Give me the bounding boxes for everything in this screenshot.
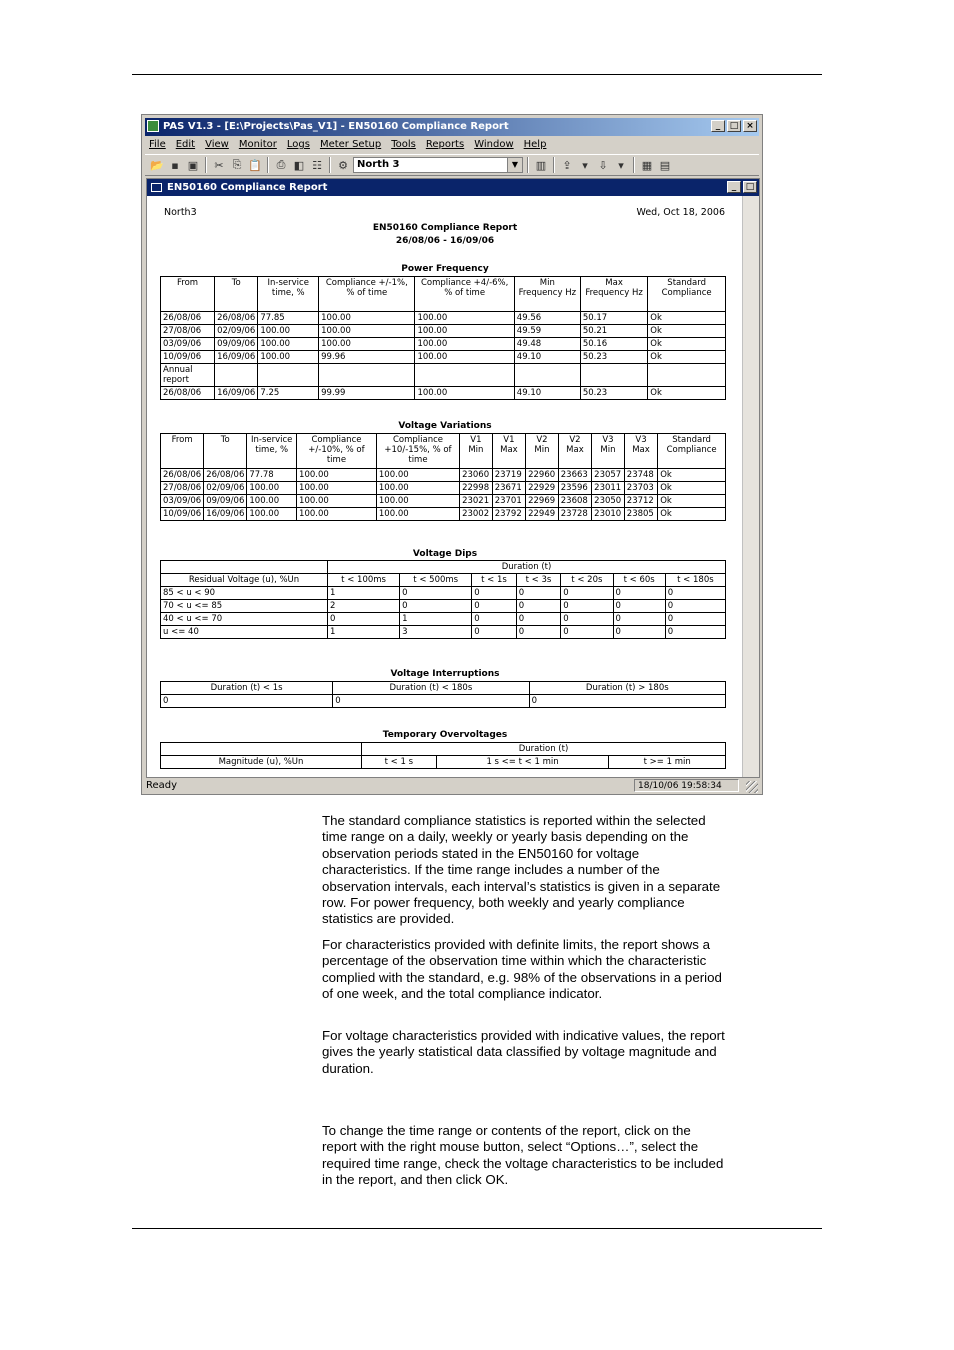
table-cell: 100.00 <box>297 482 377 495</box>
table-cell: 49.10 <box>514 387 580 400</box>
paste-icon[interactable]: 📋 <box>248 158 262 172</box>
toolbar-separator <box>329 157 331 173</box>
column-header: t < 500ms <box>400 574 472 587</box>
child-titlebar[interactable] <box>147 179 759 196</box>
column-header: t < 180s <box>665 574 725 587</box>
table-cell: 85 < u < 90 <box>161 587 328 600</box>
table-cell: 100.00 <box>247 495 297 508</box>
table-cell <box>648 364 726 387</box>
paragraph-indicative-values: For voltage characteristics provided with indicative values, the report gives the yearly statistical data classified by voltage magnitude and duration. <box>322 1028 725 1076</box>
column-header: Compliance +/-10%, % of time <box>297 434 377 469</box>
table-cell: 0 <box>613 613 665 626</box>
report-date: Wed, Oct 18, 2006 <box>636 207 725 218</box>
table-cell: 10/09/06 <box>161 351 215 364</box>
table-cell: Ok <box>648 312 726 325</box>
table-cell: 16/09/06 <box>215 351 258 364</box>
table-cell: 27/08/06 <box>161 325 215 338</box>
column-header: Standard Compliance <box>648 277 726 312</box>
table-cell: 50.23 <box>580 387 647 400</box>
table-row <box>161 364 726 387</box>
table-cell: 23608 <box>558 495 591 508</box>
column-header: t < 60s <box>613 574 665 587</box>
table-cell: 100.00 <box>415 325 514 338</box>
table-cell: 0 <box>472 626 516 639</box>
open-icon[interactable]: 📂 <box>150 158 164 172</box>
print-icon[interactable]: ⎙ <box>276 158 286 171</box>
table-cell: 100.00 <box>415 387 514 400</box>
report-title: EN50160 Compliance Report <box>372 223 518 233</box>
table-cell: 49.56 <box>514 312 580 325</box>
table-cell: 10/09/06 <box>161 508 204 521</box>
table-cell: 49.10 <box>514 351 580 364</box>
table-cell: 100.00 <box>297 495 377 508</box>
table-cell: 23596 <box>558 482 591 495</box>
column-header: Duration (t) < 180s <box>333 682 529 695</box>
table-cell: 0 <box>516 613 560 626</box>
chart-icon[interactable]: ▦ <box>641 158 653 172</box>
table-cell: 100.00 <box>297 469 377 482</box>
table-cell: 50.21 <box>580 325 647 338</box>
report-child-window <box>146 178 760 778</box>
table-row <box>161 338 726 351</box>
table-cell: 0 <box>613 626 665 639</box>
column-header: t < 1 s <box>361 756 436 769</box>
table-cell: 99.99 <box>319 387 415 400</box>
table-cell: 23712 <box>624 495 657 508</box>
column-header: 1 s <= t < 1 min <box>436 756 609 769</box>
table-cell: 49.59 <box>514 325 580 338</box>
download-dropdown-icon[interactable]: ▾ <box>618 158 624 172</box>
table-cell: 26/08/06 <box>161 312 215 325</box>
table-cell: 0 <box>400 587 472 600</box>
table-cell: Ok <box>658 469 726 482</box>
table-cell: 23057 <box>592 469 625 482</box>
table-cell: 0 <box>561 587 613 600</box>
table-cell: 100.00 <box>319 312 415 325</box>
table-cell <box>319 364 415 387</box>
column-header: Min Frequency Hz <box>514 277 580 312</box>
table-row <box>161 613 726 626</box>
table-cell: 50.23 <box>580 351 647 364</box>
table-cell: 0 <box>161 695 333 708</box>
table-cell: 70 < u <= 85 <box>161 600 328 613</box>
table-row <box>161 387 726 400</box>
table-cell: 22969 <box>526 495 559 508</box>
table-cell: 77.85 <box>258 312 319 325</box>
column-header: Magnitude (u), %Un <box>161 756 362 769</box>
table-cell: 100.00 <box>258 338 319 351</box>
grid-icon[interactable]: ▥ <box>535 158 547 172</box>
voltage-variations-table <box>160 433 726 521</box>
column-header-blank <box>161 743 362 756</box>
table-cell: 100.00 <box>258 351 319 364</box>
duration-header: Duration (t) <box>328 561 726 574</box>
table-cell: 99.96 <box>319 351 415 364</box>
report-site: North3 <box>164 207 197 218</box>
menu-help[interactable]: Help <box>523 139 547 150</box>
copy-icon[interactable]: ⎘ <box>232 158 242 171</box>
table-cell: 100.00 <box>415 338 514 351</box>
table-cell: Ok <box>648 325 726 338</box>
table-cell: 7.25 <box>258 387 319 400</box>
table-cell: 02/09/06 <box>215 325 258 338</box>
minimize-button[interactable]: _ <box>711 120 725 132</box>
table-cell: 0 <box>472 587 516 600</box>
report-view[interactable] <box>147 196 743 778</box>
table-cell: Ok <box>648 338 726 351</box>
column-header: Compliance +10/-15%, % of time <box>376 434 459 469</box>
table-cell: 23701 <box>492 495 525 508</box>
table-cell: Ok <box>648 387 726 400</box>
table-row <box>161 325 726 338</box>
top-rule <box>132 74 822 75</box>
table-cell: 22949 <box>526 508 559 521</box>
table-cell: 100.00 <box>297 508 377 521</box>
table-cell: 23011 <box>592 482 625 495</box>
table-cell: 22960 <box>526 469 559 482</box>
table-cell: Ok <box>648 351 726 364</box>
table-cell: 1 <box>400 613 472 626</box>
menu-file[interactable]: File <box>149 139 166 150</box>
table-cell: 23748 <box>624 469 657 482</box>
network-icon[interactable]: ⚙ <box>338 158 348 172</box>
menu-window[interactable]: Window <box>474 139 514 150</box>
table-cell: 23671 <box>492 482 525 495</box>
table-cell: 40 < u <= 70 <box>161 613 328 626</box>
menu-bar <box>145 137 759 153</box>
table-cell: 23002 <box>460 508 493 521</box>
column-header: Compliance +/-1%, % of time <box>319 277 415 312</box>
status-time: 18/10/06 19:58:34 <box>634 779 739 792</box>
table-cell: 0 <box>613 587 665 600</box>
table-cell: 0 <box>561 626 613 639</box>
table-cell: 26/08/06 <box>161 387 215 400</box>
table-cell: 100.00 <box>376 469 459 482</box>
table-cell: 23050 <box>592 495 625 508</box>
report-period: 26/08/06 - 16/09/06 <box>395 236 495 246</box>
column-header: V2 Max <box>558 434 591 469</box>
table-cell: 0 <box>400 600 472 613</box>
upload-dropdown-icon[interactable]: ▾ <box>582 158 588 172</box>
table-cell: 23010 <box>592 508 625 521</box>
pas-window <box>141 114 763 795</box>
column-header: V3 Max <box>624 434 657 469</box>
table-cell: 23021 <box>460 495 493 508</box>
cut-icon[interactable]: ✂ <box>214 158 224 172</box>
column-header: t < 20s <box>561 574 613 587</box>
column-header: From <box>161 277 215 312</box>
document-icon <box>151 183 162 192</box>
toolbar-separator <box>267 157 269 173</box>
menu-monitor[interactable]: Monitor <box>238 139 277 150</box>
table-cell: 100.00 <box>319 338 415 351</box>
table-cell: 23060 <box>460 469 493 482</box>
status-bar <box>145 778 759 794</box>
table-cell: 0 <box>472 613 516 626</box>
table-cell: 16/09/06 <box>215 387 258 400</box>
table-cell: Ok <box>658 495 726 508</box>
column-header: Duration (t) > 180s <box>529 682 725 695</box>
toolbar-separator <box>633 157 635 173</box>
table-cell: 02/09/06 <box>204 482 247 495</box>
table-cell: 100.00 <box>415 351 514 364</box>
column-header: To <box>215 277 258 312</box>
table-cell <box>580 364 647 387</box>
column-header: From <box>161 434 204 469</box>
table-cell: 23719 <box>492 469 525 482</box>
column-header: V1 Min <box>460 434 493 469</box>
table-cell: Ok <box>658 508 726 521</box>
menu-logs[interactable]: Logs <box>286 139 310 150</box>
upload-icon[interactable]: ⇪ <box>562 158 572 172</box>
table-cell: 26/08/06 <box>204 469 247 482</box>
preview-icon[interactable]: ◧ <box>293 158 305 172</box>
column-header: Residual Voltage (u), %Un <box>161 574 328 587</box>
table-cell: 27/08/06 <box>161 482 204 495</box>
column-header: V3 Min <box>592 434 625 469</box>
table-row <box>161 469 726 482</box>
status-text: Ready <box>146 780 178 791</box>
power-frequency-title: Power Frequency <box>401 264 489 274</box>
table-cell: 49.48 <box>514 338 580 351</box>
maximize-button[interactable]: □ <box>727 120 741 132</box>
table-cell: 23792 <box>492 508 525 521</box>
table-cell: u <= 40 <box>161 626 328 639</box>
table-cell: 1 <box>328 626 400 639</box>
table-row <box>161 626 726 639</box>
table-cell: 0 <box>561 613 613 626</box>
table-row <box>161 482 726 495</box>
window-title: PAS V1.3 - [E:\Projects\Pas_V1] - EN50160 Compliance Report <box>163 121 509 132</box>
voltage-interruptions-title: Voltage Interruptions <box>390 669 500 679</box>
child-maximize-button[interactable]: □ <box>743 181 757 193</box>
table-cell: 3 <box>400 626 472 639</box>
table-row <box>161 508 726 521</box>
column-header: In-service time, % <box>258 277 319 312</box>
paragraph-definite-limits: For characteristics provided with definite limits, the report shows a percentage of the observation time within which the characteristic complied with the standard, e.g. 98% of the observations in a period of one week, and the total compliance indicator. <box>322 937 722 1002</box>
column-header: Standard Compliance <box>658 434 726 469</box>
table-cell: 26/08/06 <box>161 469 204 482</box>
table-row <box>161 351 726 364</box>
table-cell: 50.16 <box>580 338 647 351</box>
table-cell: 100.00 <box>376 508 459 521</box>
table-cell: 100.00 <box>247 508 297 521</box>
properties-icon[interactable]: ☷ <box>312 158 322 172</box>
table-cell: 100.00 <box>319 325 415 338</box>
voltage-variations-title: Voltage Variations <box>398 421 492 431</box>
table-cell: 2 <box>328 600 400 613</box>
trend-icon[interactable]: ▤ <box>659 158 671 172</box>
column-header-blank <box>161 561 328 574</box>
menu-reports[interactable]: Reports <box>425 139 465 150</box>
download-icon[interactable]: ⇩ <box>598 158 608 172</box>
table-cell: 16/09/06 <box>204 508 247 521</box>
table-cell: 22929 <box>526 482 559 495</box>
table-cell: Ok <box>658 482 726 495</box>
toolbar-separator <box>205 157 207 173</box>
table-cell: 100.00 <box>247 482 297 495</box>
paragraph-change-time-range: To change the time range or contents of the report, click on the report with the right mouse button, select “Options…”, select the required time range, check the voltage characteristics to be included in the report, and then click OK. <box>322 1123 724 1188</box>
site-selector-value: North 3 <box>357 159 400 170</box>
table-cell: Annual report <box>161 364 215 387</box>
table-cell: 03/09/06 <box>161 495 204 508</box>
toolbar <box>145 154 759 176</box>
column-header: In-service time, % <box>247 434 297 469</box>
table-cell: 09/09/06 <box>204 495 247 508</box>
table-cell: 23728 <box>558 508 591 521</box>
chevron-down-icon[interactable]: ▼ <box>507 158 522 172</box>
table-cell: 0 <box>333 695 529 708</box>
table-cell <box>514 364 580 387</box>
column-header: t < 1s <box>472 574 516 587</box>
table-cell <box>215 364 258 387</box>
menu-tools[interactable]: Tools <box>391 139 416 150</box>
table-cell: 77.78 <box>247 469 297 482</box>
column-header: Max Frequency Hz <box>580 277 647 312</box>
table-cell: 0 <box>561 600 613 613</box>
menu-view[interactable]: View <box>205 139 229 150</box>
window-titlebar[interactable] <box>145 118 759 136</box>
table-row <box>161 600 726 613</box>
table-cell: 100.00 <box>376 495 459 508</box>
column-header: Compliance +4/-6%, % of time <box>415 277 514 312</box>
table-cell: 0 <box>516 587 560 600</box>
table-cell: 03/09/06 <box>161 338 215 351</box>
table-row <box>161 587 726 600</box>
column-header: t >= 1 min <box>609 756 726 769</box>
table-cell <box>415 364 514 387</box>
table-cell <box>258 364 319 387</box>
bottom-rule <box>132 1228 822 1229</box>
app-icon <box>147 120 159 132</box>
toolbar-separator <box>527 157 529 173</box>
table-cell: 100.00 <box>415 312 514 325</box>
table-cell: 50.17 <box>580 312 647 325</box>
menu-edit[interactable]: Edit <box>175 139 196 150</box>
voltage-dips-table <box>160 560 726 639</box>
column-header: V1 Max <box>492 434 525 469</box>
table-row <box>161 312 726 325</box>
temporary-overvoltages-title: Temporary Overvoltages <box>382 730 508 740</box>
vertical-scrollbar[interactable] <box>742 196 759 778</box>
save-icon[interactable]: ▪ <box>171 158 179 172</box>
table-cell: 0 <box>665 587 725 600</box>
column-header: Duration (t) < 1s <box>161 682 333 695</box>
table-cell: 100.00 <box>376 482 459 495</box>
child-title: EN50160 Compliance Report <box>167 182 328 193</box>
table-cell: 0 <box>516 600 560 613</box>
column-header: t < 3s <box>516 574 560 587</box>
table-cell: 0 <box>665 613 725 626</box>
paragraph-compliance-statistics: The standard compliance statistics is reported within the selected time range on a daily, weekly or yearly basis depending on the observation periods stated in the EN50160 for voltage characteristics. If the time range includes a number of the observation intervals, each interval’s statistics is given in a separate row. For power frequency, both weekly and yearly compliance statistics are provided. <box>322 813 721 927</box>
child-minimize-button[interactable]: _ <box>727 181 741 193</box>
power-frequency-table <box>160 276 726 400</box>
table-cell: 0 <box>665 600 725 613</box>
duration-header: Duration (t) <box>361 743 725 756</box>
table-cell: 23703 <box>624 482 657 495</box>
table-cell: 100.00 <box>258 325 319 338</box>
resize-grip[interactable] <box>746 781 758 793</box>
table-cell: 09/09/06 <box>215 338 258 351</box>
close-button[interactable]: × <box>743 120 757 132</box>
save-all-icon[interactable]: ▣ <box>187 158 199 172</box>
table-cell: 0 <box>472 600 516 613</box>
table-cell: 0 <box>613 600 665 613</box>
toolbar-separator <box>553 157 555 173</box>
table-cell: 0 <box>328 613 400 626</box>
voltage-interruptions-table <box>160 681 726 708</box>
column-header: t < 100ms <box>328 574 400 587</box>
menu-meter-setup[interactable]: Meter Setup <box>319 139 382 150</box>
column-header: To <box>204 434 247 469</box>
voltage-dips-title: Voltage Dips <box>412 549 478 559</box>
table-cell: 23805 <box>624 508 657 521</box>
table-cell: 0 <box>529 695 725 708</box>
table-row <box>161 695 726 708</box>
column-header: V2 Min <box>526 434 559 469</box>
table-cell: 0 <box>516 626 560 639</box>
site-selector[interactable] <box>353 157 523 173</box>
table-cell: 26/08/06 <box>215 312 258 325</box>
table-cell: 1 <box>328 587 400 600</box>
temporary-overvoltages-table <box>160 742 726 769</box>
table-cell: 23663 <box>558 469 591 482</box>
table-cell: 0 <box>665 626 725 639</box>
table-cell: 22998 <box>460 482 493 495</box>
table-row <box>161 495 726 508</box>
